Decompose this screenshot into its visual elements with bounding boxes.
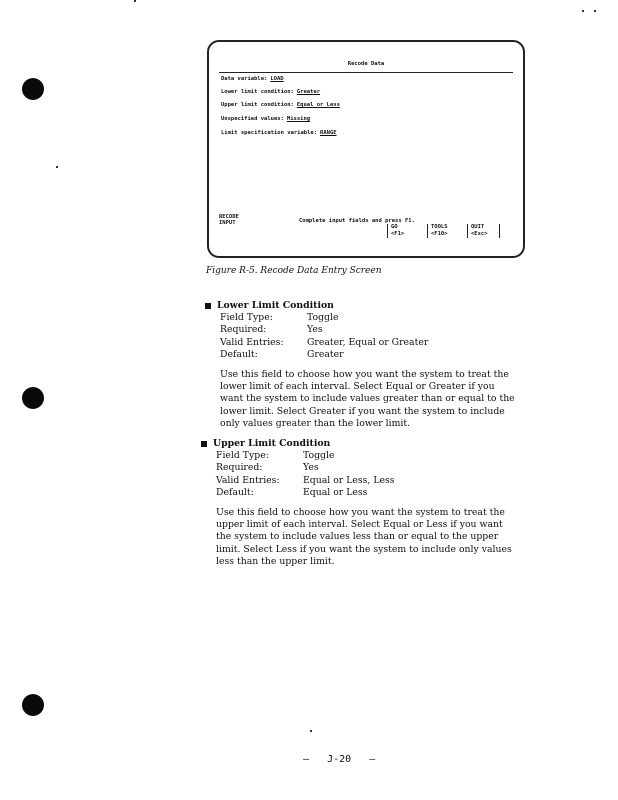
term: Required: [220, 324, 267, 336]
punch-hole-1 [22, 78, 44, 100]
field-properties [220, 312, 520, 361]
unspecified-values-field [221, 116, 310, 122]
field-properties [216, 450, 516, 499]
field-value: LOAD [270, 76, 284, 82]
tools-key-code: <F10> [431, 231, 448, 237]
figure-caption: Figure R-5. Recode Data Entry Screen [206, 266, 382, 276]
field-label: Lower limit condition: [221, 89, 294, 95]
term: Required: [216, 462, 263, 474]
value: Toggle [303, 450, 335, 462]
bullet-icon [201, 441, 207, 447]
screen-title-rule [219, 72, 513, 73]
value: Greater, Equal or Greater [307, 336, 429, 348]
term: Valid Entries: [216, 474, 280, 486]
quit-key-code: <Esc> [471, 231, 488, 237]
screen-status: RECODE INPUT [219, 214, 239, 226]
field-value: Greater [296, 89, 321, 95]
value: Equal or Less [303, 486, 368, 498]
lower-limit-condition-section [217, 300, 520, 430]
quit-key [467, 224, 500, 238]
field-value: RANGE [320, 130, 337, 136]
lower-limit-condition-field [221, 89, 320, 95]
data-variable-field [221, 76, 284, 82]
go-key-code: <F1> [391, 231, 405, 237]
section-description: Use this field to choose how you want the system to treat the upper limit of each interval. Select Equal or Less if you want the system to include values less than or equal to the upper limit. Select Less if you want the system to include only values less than the upper limit. [216, 507, 512, 567]
punch-hole-3 [22, 694, 44, 716]
page-number-text: J-20 [327, 754, 352, 765]
section-description: Use this field to choose how you want the system to treat the lower limit of each interval. Select Equal or Greater if you want the system to include values greater than or equal to the lower limit. Select Greater if you want the system to include only values greater than the lower limit. [220, 369, 515, 429]
tools-key-label: TOOLS [431, 224, 448, 230]
value: Toggle [307, 312, 339, 324]
scan-speck [594, 10, 596, 12]
bullet-icon [205, 303, 211, 309]
recode-data-screen [207, 40, 525, 258]
scan-speck [134, 0, 136, 2]
value: Greater [307, 348, 344, 360]
limit-specification-variable-field [221, 130, 337, 136]
upper-limit-condition-section [213, 438, 516, 568]
field-label: Data variable: [221, 76, 268, 82]
value: Yes [303, 462, 319, 474]
field-label: Upper limit condition: [221, 102, 294, 108]
field-value: Missing [286, 116, 311, 122]
section-title: Upper Limit Condition [213, 438, 331, 449]
term: Default: [216, 486, 254, 498]
value: Yes [307, 324, 323, 336]
screen-prompt: Complete input fields and press F1. [299, 218, 415, 224]
field-label: Limit specification variable: [221, 130, 318, 136]
term: Field Type: [216, 450, 269, 462]
field-label: Unspecified values: [221, 116, 284, 122]
scan-speck [582, 10, 584, 12]
term: Default: [220, 348, 258, 360]
function-key-bar [387, 224, 508, 238]
tools-key [427, 224, 459, 238]
scan-speck [310, 730, 312, 732]
term: Valid Entries: [220, 336, 284, 348]
go-key-label: GO [391, 224, 398, 230]
go-key [387, 224, 419, 238]
value: Equal or Less, Less [303, 474, 395, 486]
quit-key-label: QUIT [471, 224, 485, 230]
field-value: Equal or Less [296, 102, 340, 108]
section-title: Lower Limit Condition [217, 300, 334, 311]
page-number: – J-20 – [303, 754, 376, 765]
scan-speck [56, 166, 58, 168]
screen-title: Recode Data [347, 61, 385, 67]
upper-limit-condition-field [221, 102, 340, 108]
term: Field Type: [220, 312, 273, 324]
punch-hole-2 [22, 387, 44, 409]
